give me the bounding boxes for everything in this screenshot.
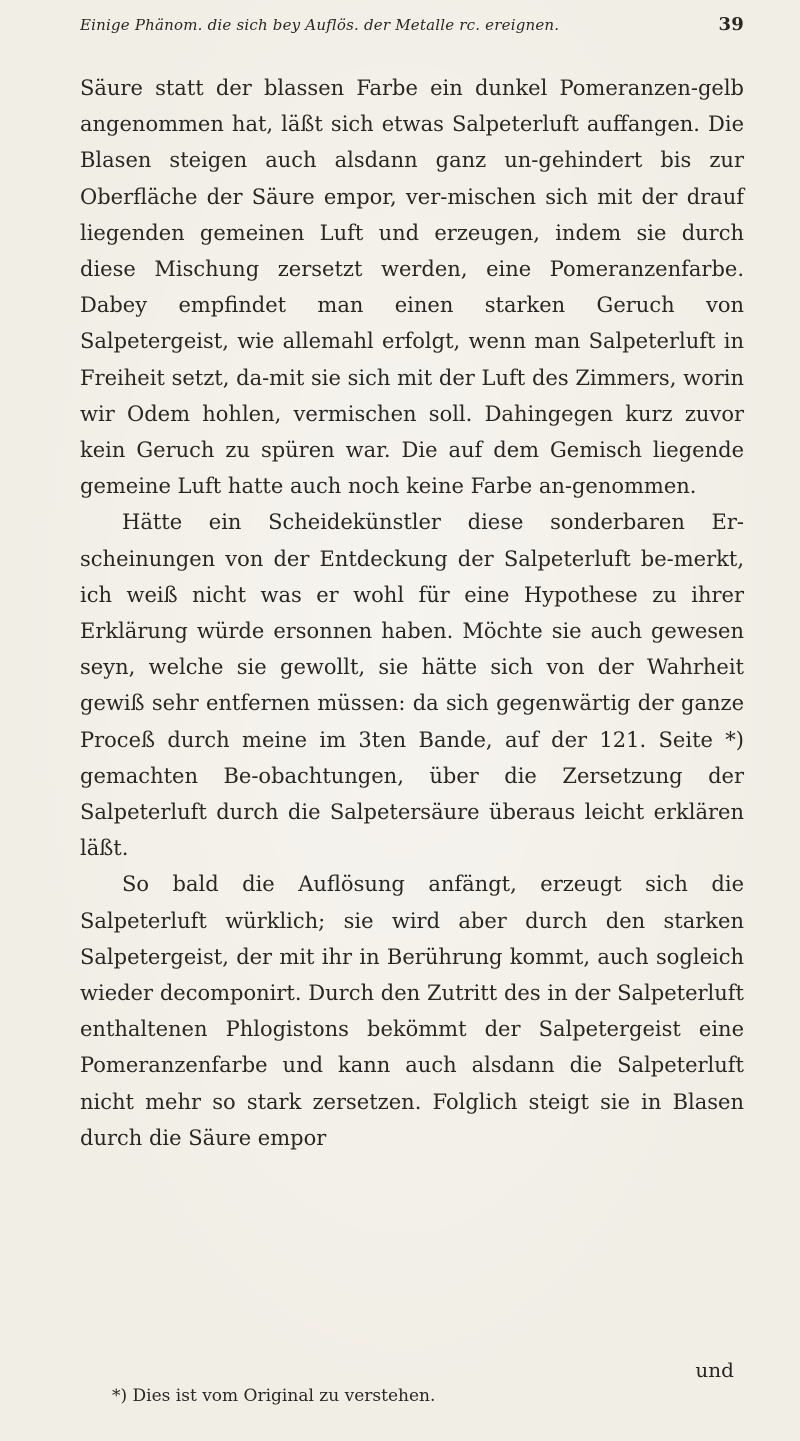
running-title: Einige Phänom. die sich bey Auflös. der Metalle rc. ereignen. [80,16,560,34]
paragraph-3: So bald die Auflösung anfängt, erzeugt sich die Salpeterluft würklich; sie wird aber durch den starken Salpetergeist, der mit ihr in Berührung kommt, auch sogleich wieder decomponirt. Durch den Zutritt des in der Salpeterluft enthaltenen Phlogistons bekömmt der Salpetergeist eine Pomeranzenfarbe und kann auch alsdann die Salpeterluft nicht mehr so stark zersetzen. Folglich steigt sie in Blasen durch die Säure empor [80,872,744,1150]
running-head [80,14,744,35]
paragraph-2: Hätte ein Scheidekünstler diese sonderbaren Er-scheinungen von der Entdeckung der Salpeterluft be-merkt, ich weiß nicht was er wohl für eine Hypothese zu ihrer Erklärung würde ersonnen haben. Möchte sie auch gewesen seyn, welche sie gewollt, sie hätte sich von der Wahrheit gewiß sehr entfernen müssen: da sich gegenwärtig der ganze Proceß durch meine im 3ten Bande, auf der 121. Seite *) gemachten Be-obachtungen, über die Zersetzung der Salpeterluft durch die Salpetersäure überaus leicht erklären läßt. [80,510,744,861]
body-text [80,70,744,1156]
paragraph-1: Säure statt der blassen Farbe ein dunkel Pomeranzen-gelb angenommen hat, läßt sich etwas Salpeterluft auffangen. Die Blasen steigen auch alsdann ganz un-gehindert bis zur Oberfläche der Säure empor, ver-mischen sich mit der drauf liegenden gemeinen Luft und erzeugen, indem sie durch diese Mischung zersetzt werden, eine Pomeranzenfarbe. Dabey empfindet man einen starken Geruch von Salpetergeist, wie allemahl erfolgt, wenn man Salpeterluft in Freiheit setzt, da-mit sie sich mit der Luft des Zimmers, worin wir Odem hohlen, vermischen soll. Dahingegen kurz zuvor kein Geruch zu spüren war. Die auf dem Gemisch liegende gemeine Luft hatte auch noch keine Farbe an-genommen. [80,76,744,499]
catchword: und [695,1358,734,1382]
page-number: 39 [718,14,744,35]
footnote: *) Dies ist vom Original zu verstehen. [112,1386,436,1406]
